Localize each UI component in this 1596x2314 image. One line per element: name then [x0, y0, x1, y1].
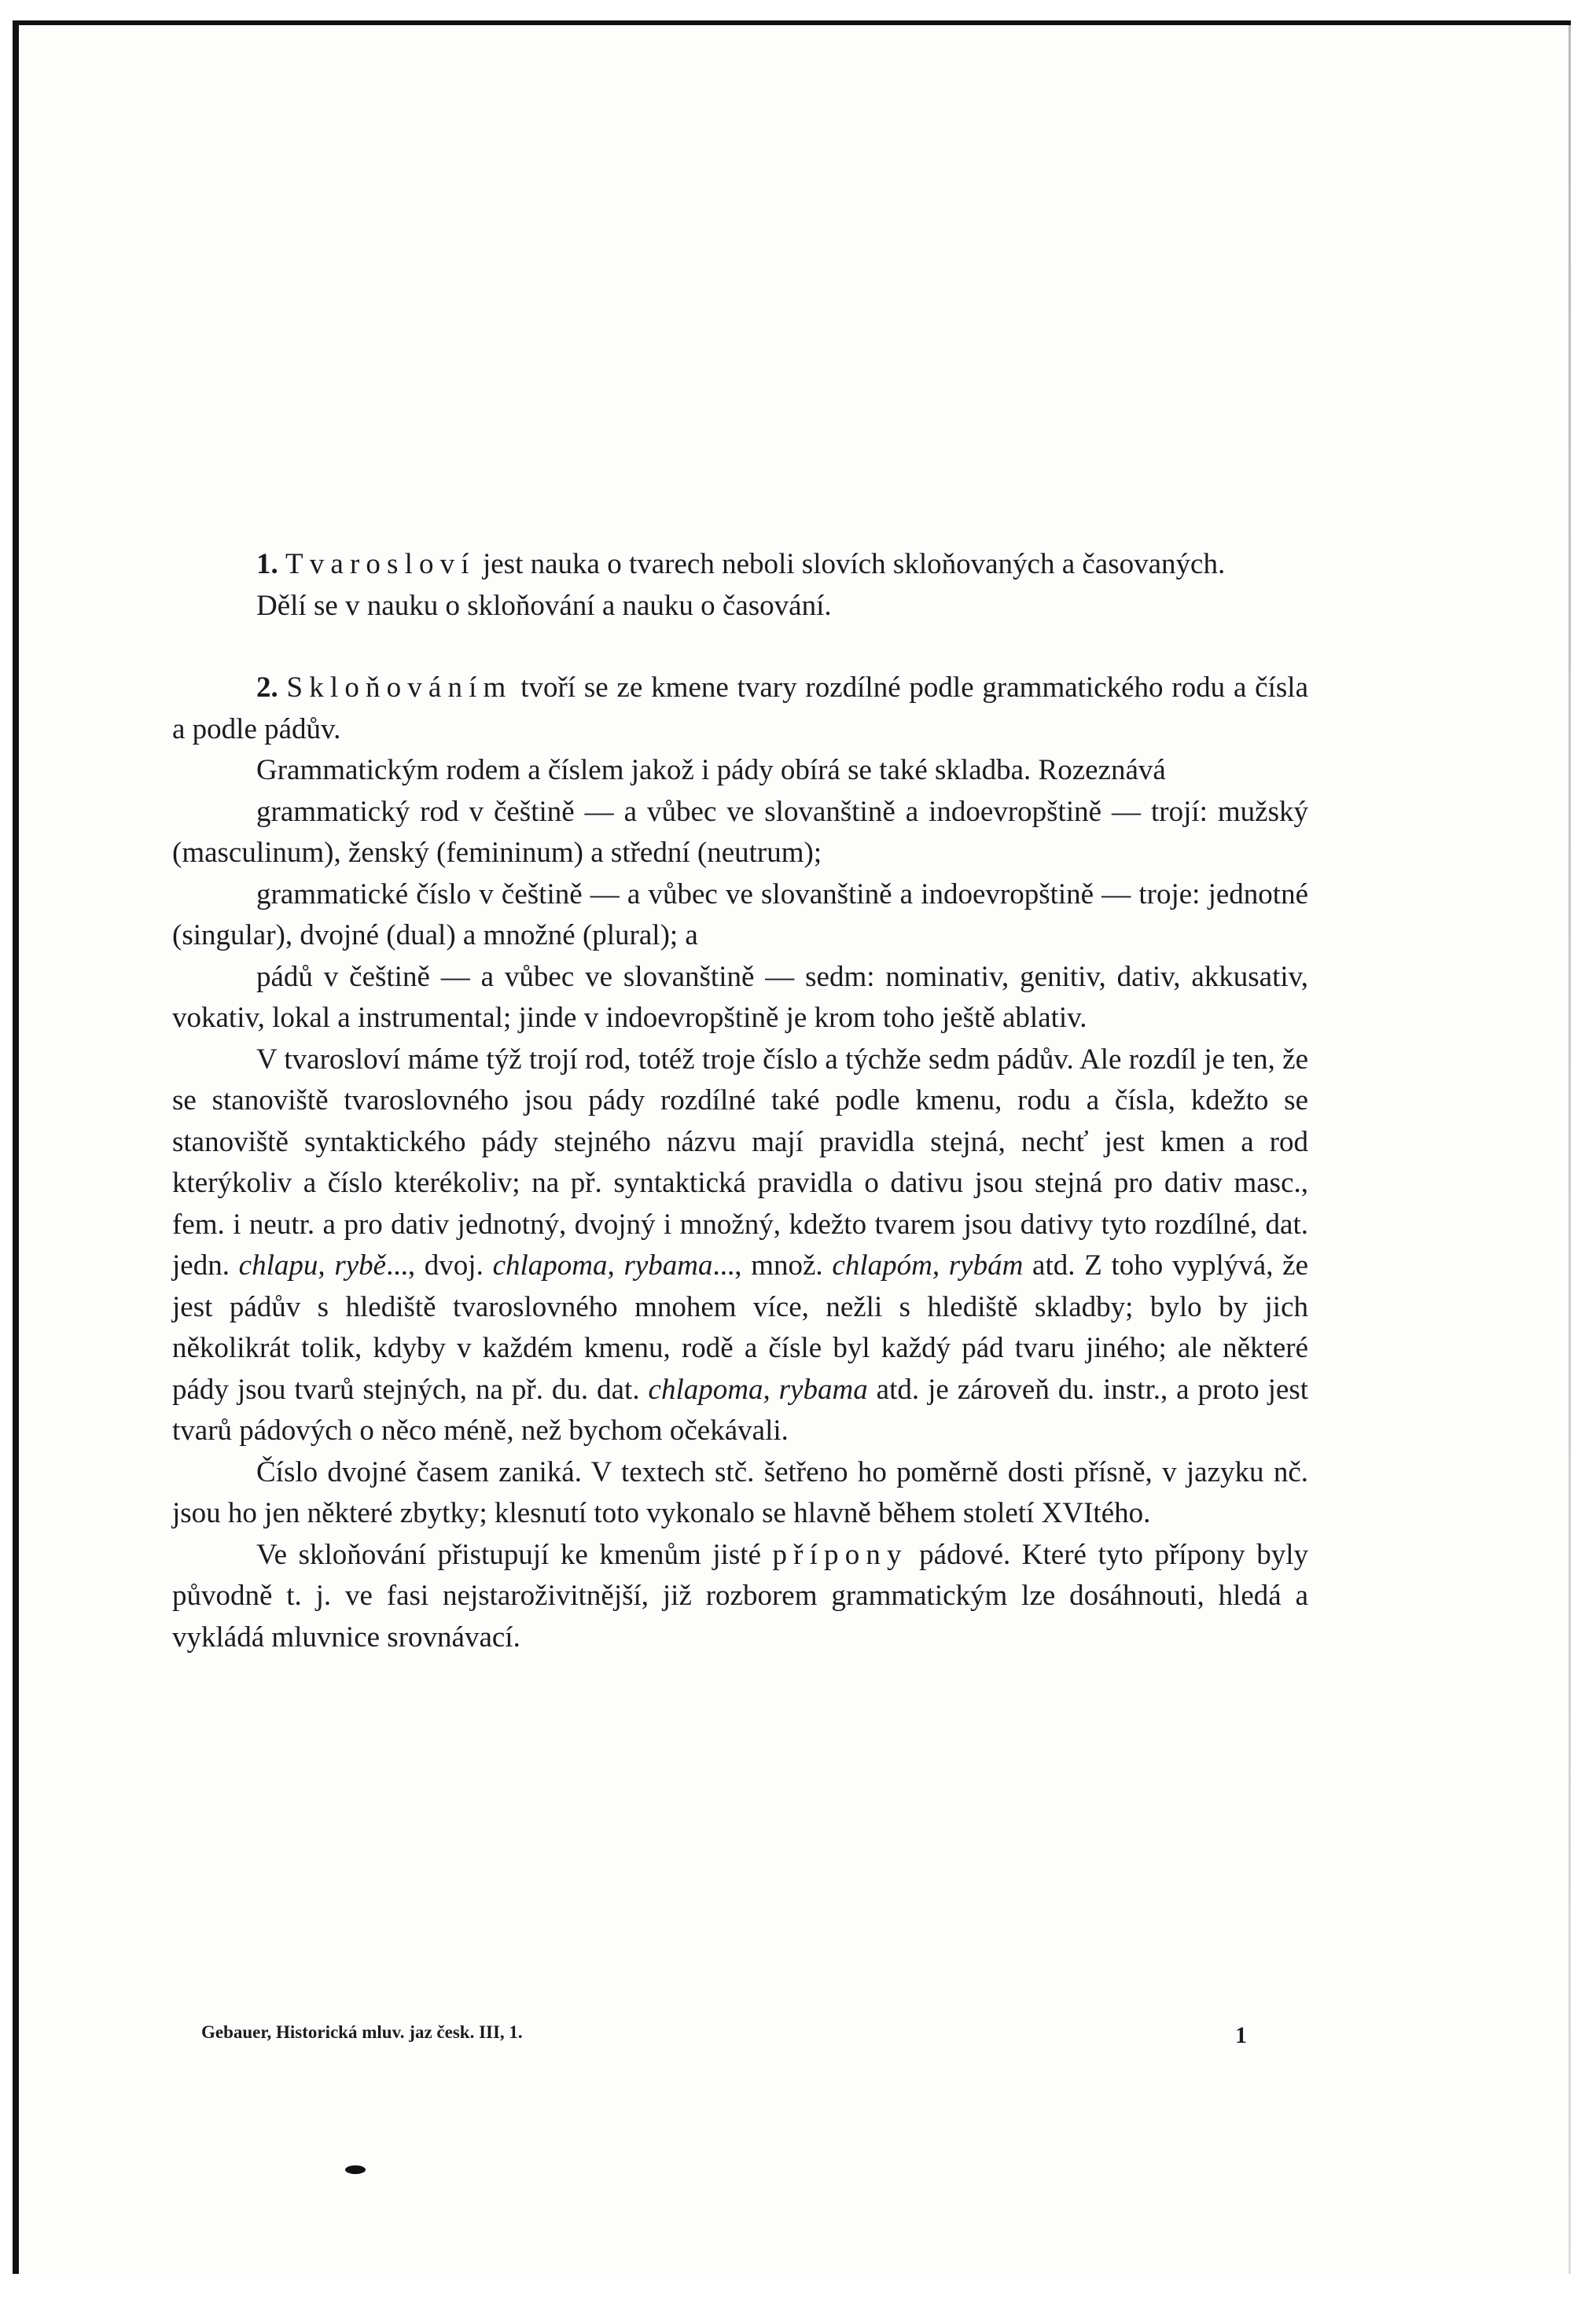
paragraph-7: pádů v češtině — a vůbec ve slovanštině — sedm: nominativ, genitiv, dativ, akkusativ, vokativ, lokal a instrumental; jinde v indoevropštině je krom toho ještě ablativ.: [172, 960, 1308, 1034]
paragraph-9: Číslo dvojné časem zaniká. V textech stč. šetřeno ho poměrně dosti přísně, v jazyku nč. jsou ho jen některé zbytky; klesnutí toto vykonalo se hlavně během století XVItého.: [172, 1455, 1308, 1529]
paragraph-1: 1. Tvarosloví jest nauka o tvarech neboli slovích skloňovaných a časovaných.: [256, 548, 1226, 580]
ink-smudge: [345, 2165, 366, 2174]
paragraph-4: Grammatickým rodem a číslem jakož i pády obírá se také skladba. Rozeznává: [256, 754, 1166, 786]
example-word: chlapu, rybě: [238, 1249, 387, 1282]
paragraph-6: grammatické číslo v češtině — a vůbec ve slovanštině a indoevropštině — troje: jednotné (singular), dvojné (dual) a množné (plural); a: [172, 877, 1308, 951]
paragraph-2: Dělí se v nauku o skloňování a nauku o časování.: [256, 589, 832, 622]
book-page: [13, 20, 1571, 2274]
paragraph-10: Ve skloňování přistupují ke kmenům jisté přípony pádové. Které tyto přípony byly původně t. j. ve fasi nejstaroživitnější, již rozborem grammatickým lze dosáhnouti, hledá a vykládá mluvnice srovnávací.: [172, 1538, 1308, 1654]
example-word: chlapóm, rybám: [832, 1249, 1024, 1282]
example-word: chlapoma, rybama: [492, 1249, 713, 1282]
paragraph-3: 2. Skloňováním tvoří se ze kmene tvary rozdílné podle grammatického rodu a čísla a podle pádův.: [172, 671, 1308, 745]
section-number: 2.: [256, 671, 278, 704]
term-tvarosloví: Tvarosloví: [285, 548, 476, 580]
body-text: [172, 544, 1308, 1658]
paragraph-8: V tvarosloví máme týž trojí rod, totéž troje číslo a týchže sedm pádův. Ale rozdíl je ten, že se stanoviště tvaroslovného jsou pády rozdílné také podle kmenu, rodu a čísla, kdežto se stanoviště syntaktického pády stejného názvu mají pravidla stejná, nechť jest kmen a rod kterýkoliv a číslo kterékoliv; na př. syntaktická pravidla o dativu jsou stejná pro dativ masc., fem. i neutr. a pro dativ jednotný, dvojný i množný, kdežto tvarem jsou dativy tyto rozdílné, dat. jedn. chlapu, rybě..., dvoj. chlapoma, rybama..., množ. chlapóm, rybám atd. Z toho vyplývá, že jest pádův s hlediště tvaroslovného mnohem více, nežli s hlediště skladby; bylo by jich několikrát tolik, kdyby v každém kmenu, rodě a čísle byl každý pád tvaru jiného; ale některé pády jsou tvarů stejných, na př. du. dat. chlapoma, rybama atd. je zároveň du. instr., a proto jest tvarů pádových o něco méně, než bychom očekávali.: [172, 1043, 1309, 1447]
page-edge: [1568, 25, 1571, 2274]
page-number: 1: [1235, 2022, 1247, 2048]
footer-citation: Gebauer, Historická mluv. jaz česk. III, 1.: [201, 2022, 523, 2042]
example-word: chlapoma, rybama: [648, 1373, 868, 1406]
term-pripony: přípony: [772, 1538, 908, 1571]
section-number: 1.: [256, 548, 278, 580]
paragraph-5: grammatický rod v češtině — a vůbec ve slovanštině a indoevropštině — trojí: mužský (masculinum), ženský (femininum) a střední (neutrum);: [172, 795, 1308, 869]
term-sklonovanim: Skloňováním: [286, 671, 513, 704]
page-footer: [201, 2022, 1247, 2049]
